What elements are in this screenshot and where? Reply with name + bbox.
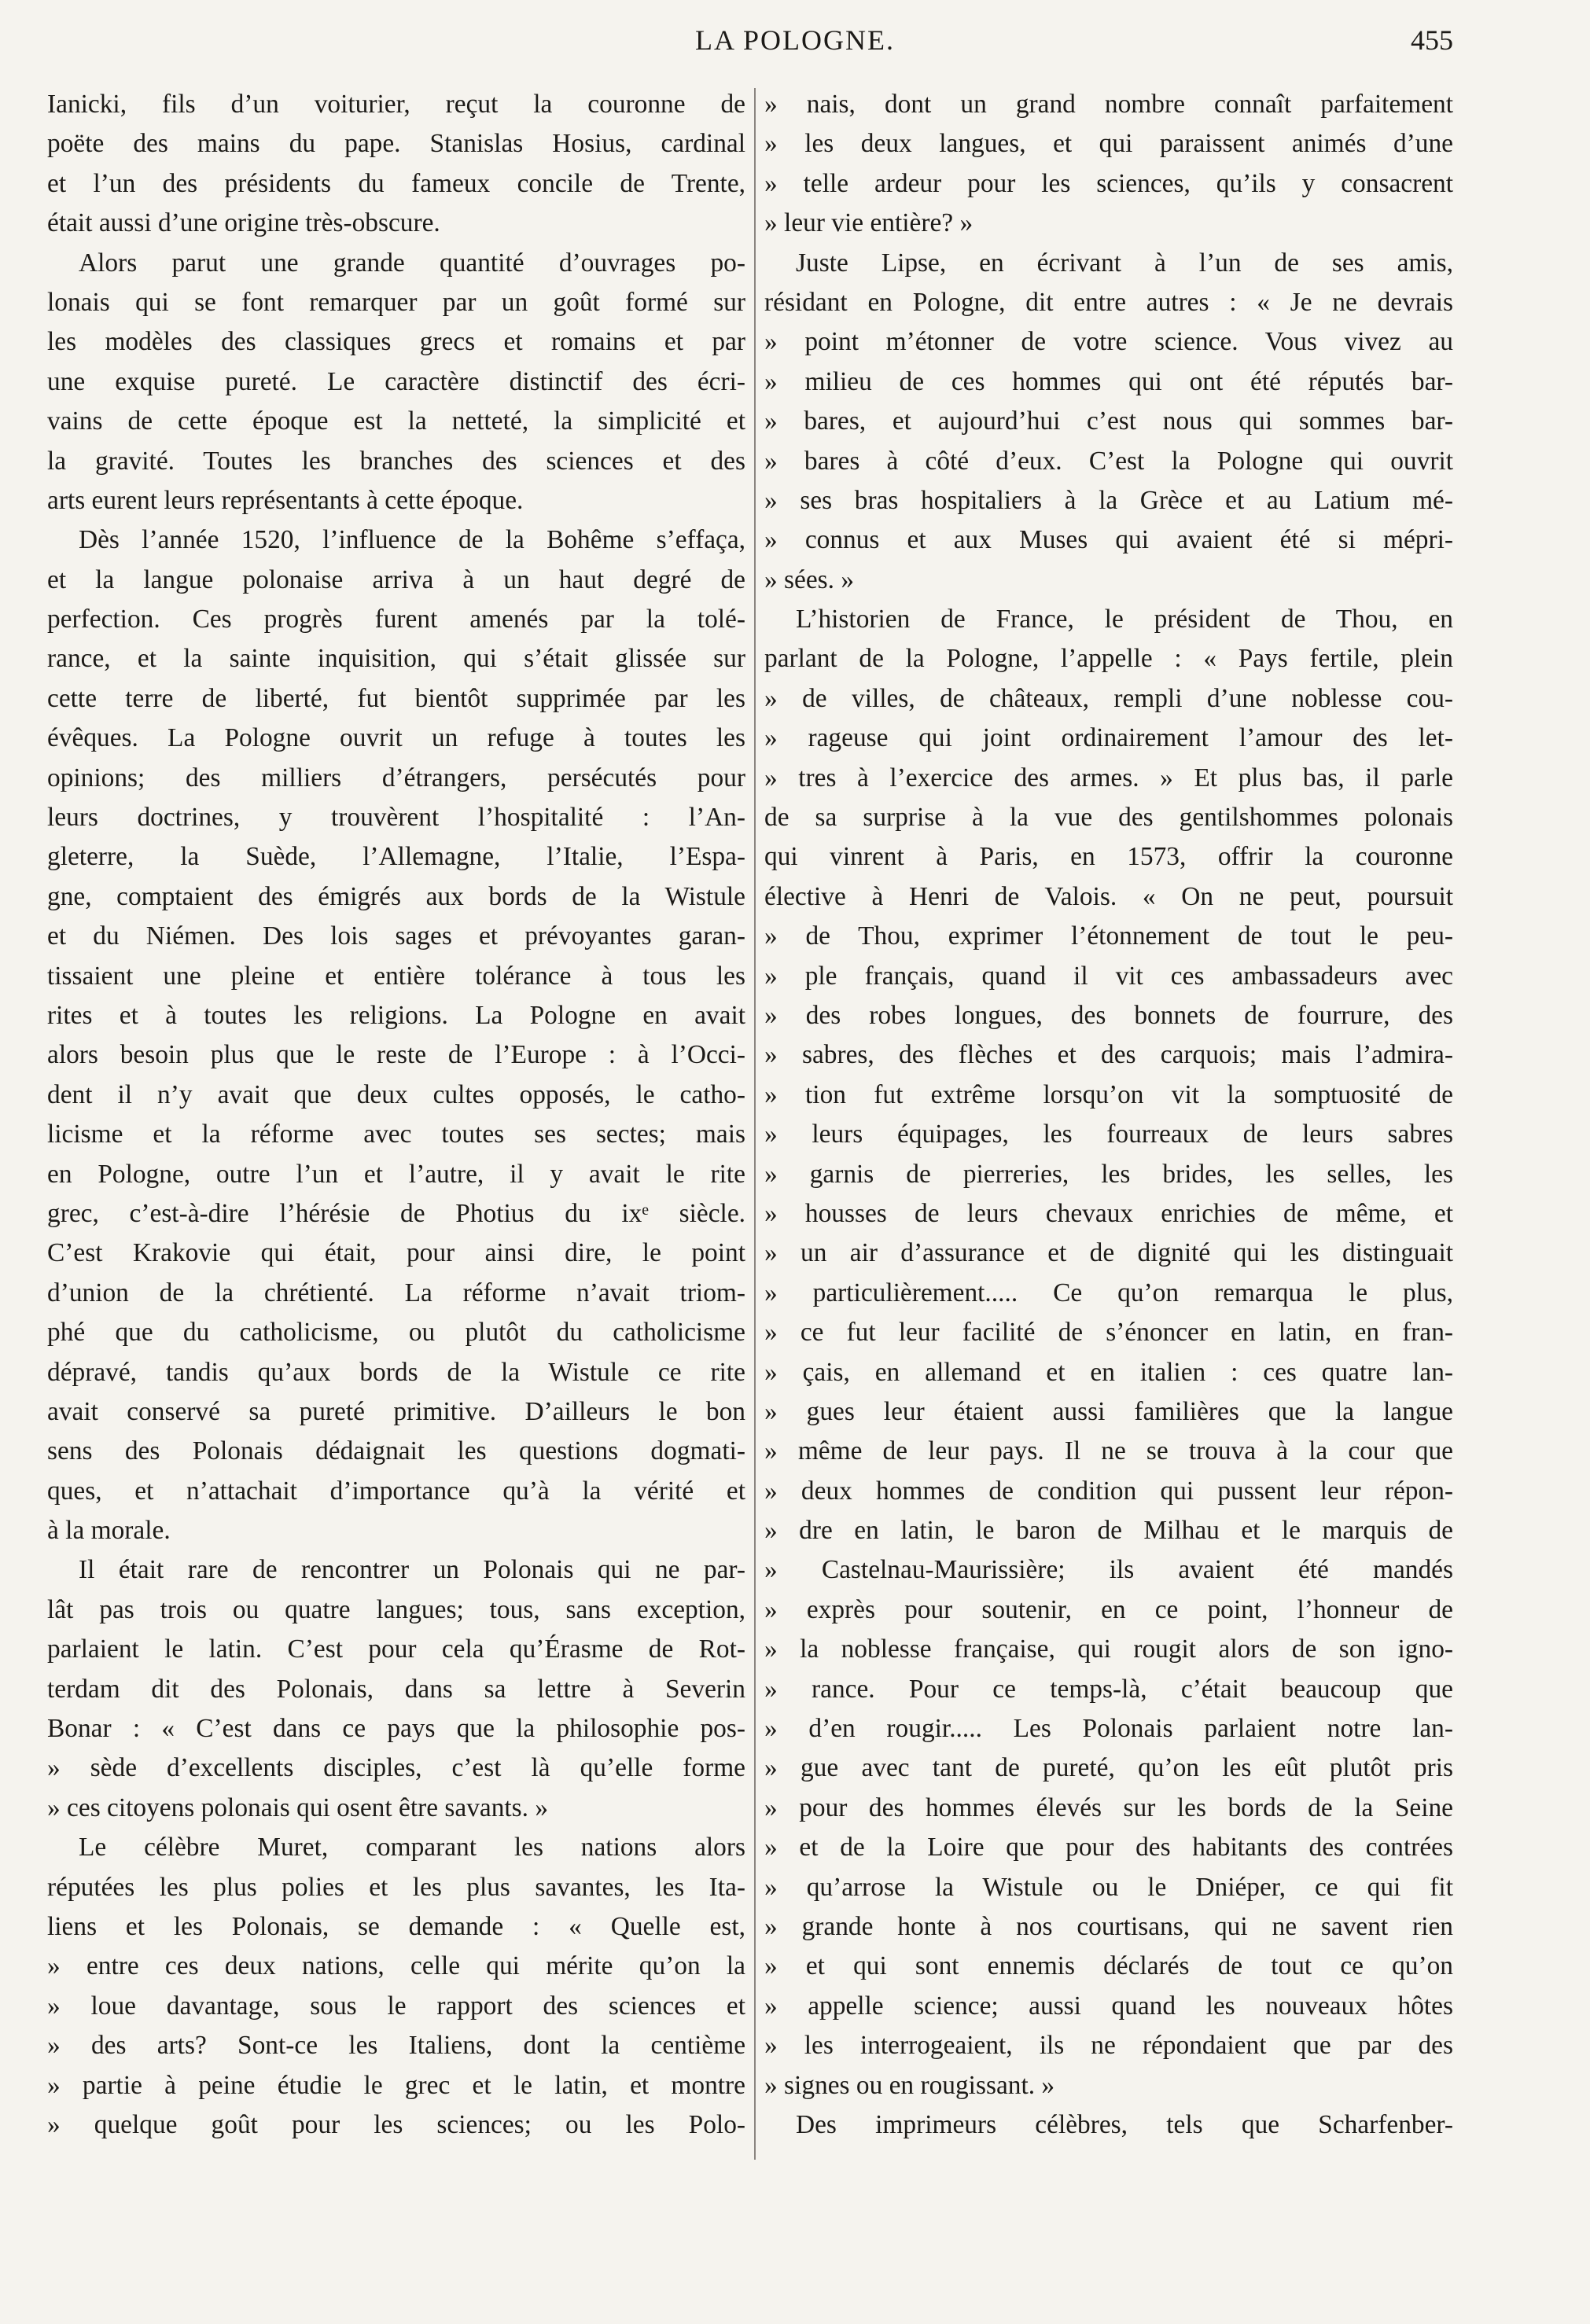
text-line: Bonar : « C’est dans ce pays que la philosophie pos- <box>47 1714 745 1744</box>
text-line: » même de leur pays. Il ne se trouva à la cour que <box>764 1432 1453 1471</box>
text-line: » grande honte à nos courtisans, qui ne savent rien <box>764 1907 1453 1947</box>
text-line: licisme et la réforme avec toutes ses sectes; mais <box>47 1120 745 1149</box>
text-line: liens et les Polonais, se demande : « Quelle est, <box>47 1911 745 1941</box>
text-line: » entre ces deux nations, celle qui mérite qu’on la <box>47 1947 745 1986</box>
text-line: » Castelnau-Maurissière; ils avaient été mandés <box>764 1550 1453 1590</box>
text-line: » deux hommes de condition qui pussent leur répon- <box>764 1472 1453 1511</box>
text-line: qui vinrent à Paris, en 1573, offrir la couronne <box>764 842 1453 872</box>
text-line: tissaient une pleine et entière tolérance à tous les <box>47 961 745 991</box>
text-line: » particulièrement..... Ce qu’on remarqua le plus, <box>764 1274 1453 1313</box>
column-divider <box>754 88 756 2160</box>
text-line: poëte des mains du pape. Stanislas Hosius, cardinal <box>47 129 745 159</box>
text-line: dent il n’y avait que deux cultes opposés, le catho- <box>47 1079 745 1109</box>
text-line: » partie à peine étudie le grec et le latin, et montre <box>47 2066 745 2105</box>
text-line: leurs doctrines, y trouvèrent l’hospitalité : l’An- <box>47 803 745 833</box>
text-line: » tion fut extrême lorsqu’on vit la somptuosité de <box>764 1076 1453 1115</box>
text-line: vains de cette époque est la netteté, la simplicité et <box>47 406 745 436</box>
text-line: Le célèbre Muret, comparant les nations alors <box>79 1833 745 1863</box>
text-line: opinions; des milliers d’étrangers, persécutés pour <box>47 763 745 792</box>
text-line: » ses bras hospitaliers à la Grèce et au Latium mé- <box>764 481 1453 520</box>
text-line: » connus et aux Muses qui avaient été si mépri- <box>764 520 1453 560</box>
running-head <box>0 24 1590 63</box>
text-line: » tres à l’exercice des armes. » Et plus bas, il parle <box>764 759 1453 798</box>
text-line: » bares à côté d’eux. C’est la Pologne qui ouvrit <box>764 442 1453 481</box>
text-line: cette terre de liberté, fut bientôt supprimée par les <box>47 683 745 713</box>
text-line: de sa surprise à la vue des gentilshommes polonais <box>764 803 1453 833</box>
text-line: Dès l’année 1520, l’influence de la Bohême s’effaça, <box>79 525 745 555</box>
text-line: » gues leur étaient aussi familières que la langue <box>764 1392 1453 1432</box>
text-line: » çais, en allemand et en italien : ces quatre lan- <box>764 1353 1453 1392</box>
text-line: » les deux langues, et qui paraissent animés d’une <box>764 124 1453 164</box>
text-line: » leur vie entière? » <box>764 204 1453 243</box>
text-line: » rageuse qui joint ordinairement l’amour des let- <box>764 719 1453 758</box>
text-line: en Pologne, outre l’un et l’autre, il y avait le rite <box>47 1159 745 1189</box>
text-line: » dre en latin, le baron de Milhau et le marquis de <box>764 1511 1453 1550</box>
text-line: » d’en rougir..... Les Polonais parlaient notre lan- <box>764 1709 1453 1749</box>
text-line: à la morale. <box>47 1516 171 1546</box>
text-line: gne, comptaient des émigrés aux bords de la Wistule <box>47 881 745 911</box>
text-line: » signes ou en rougissant. » <box>764 2066 1453 2105</box>
text-line: la gravité. Toutes les branches des sciences et des <box>47 446 745 476</box>
text-line: ques, et n’attachait d’importance qu’à la vérité et <box>47 1476 745 1506</box>
text-line: Juste Lipse, en écrivant à l’un de ses amis, <box>796 248 1453 278</box>
left-text-column <box>47 85 745 2145</box>
text-line: alors besoin plus que le reste de l’Europe : à l’Occi- <box>47 1040 745 1070</box>
text-line: une exquise pureté. Le caractère distinctif des écri- <box>47 366 745 396</box>
text-line: L’historien de France, le président de Thou, en <box>796 605 1453 634</box>
text-line: » ce fut leur facilité de s’énoncer en latin, en fran- <box>764 1313 1453 1352</box>
text-line: » quelque goût pour les sciences; ou les Polo- <box>47 2105 745 2145</box>
running-title: LA POLOGNE. <box>695 24 895 56</box>
text-line: » loue davantage, sous le rapport des sciences et <box>47 1987 745 2026</box>
text-line: » de Thou, exprimer l’étonnement de tout le peu- <box>764 917 1453 956</box>
text-line: phé que du catholicisme, ou plutôt du catholicisme <box>47 1318 745 1348</box>
text-line: réputées les plus polies et les plus savantes, les Ita- <box>47 1872 745 1902</box>
text-line: gleterre, la Suède, l’Allemagne, l’Italie, l’Espa- <box>47 842 745 872</box>
text-line: et du Niémen. Des lois sages et prévoyantes garan- <box>47 921 745 951</box>
text-line: rance, et la sainte inquisition, qui s’était glissée sur <box>47 644 745 674</box>
right-text-column <box>764 85 1453 2145</box>
text-line: perfection. Ces progrès furent amenés par la tolé- <box>47 605 745 634</box>
text-line: » milieu de ces hommes qui ont été réputés bar- <box>764 362 1453 402</box>
text-line: sens des Polonais dédaignait les questions dogmati- <box>47 1436 745 1466</box>
text-line: d’union de la chrétienté. La réforme n’avait triom- <box>47 1278 745 1307</box>
text-line: avait conservé sa pureté primitive. D’ailleurs le bon <box>47 1396 745 1426</box>
text-line: Ianicki, fils d’un voiturier, reçut la couronne de <box>47 90 745 119</box>
text-line: » sabres, des flèches et des carquois; mais l’admira- <box>764 1035 1453 1075</box>
text-line: » garnis de pierreries, les brides, les selles, les <box>764 1155 1453 1194</box>
text-line: » leurs équipages, les fourreaux de leurs sabres <box>764 1115 1453 1154</box>
text-line: C’est Krakovie qui était, pour ainsi dire, le point <box>47 1238 745 1268</box>
text-line: Il était rare de rencontrer un Polonais qui ne par- <box>79 1555 745 1585</box>
text-line: arts eurent leurs représentants à cette époque. <box>47 485 524 515</box>
text-line: » et de la Loire que pour des habitants des contrées <box>764 1828 1453 1867</box>
text-line: » housses de leurs chevaux enrichies de même, et <box>764 1194 1453 1234</box>
text-line: évêques. La Pologne ouvrit un refuge à toutes les <box>47 723 745 753</box>
text-line: Des imprimeurs célèbres, tels que Scharfenber- <box>796 2109 1453 2139</box>
text-line: » qu’arrose la Wistule ou le Dniéper, ce qui fit <box>764 1868 1453 1907</box>
text-line: » ple français, quand il vit ces ambassadeurs avec <box>764 957 1453 996</box>
text-line: » rance. Pour ce temps-là, c’était beaucoup que <box>764 1670 1453 1709</box>
text-line: lât pas trois ou quatre langues; tous, sans exception, <box>47 1594 745 1624</box>
page-number: 455 <box>1411 24 1453 56</box>
text-line: » ces citoyens polonais qui osent être savants. » <box>47 1789 745 1828</box>
text-line: parlant de la Pologne, l’appelle : « Pays fertile, plein <box>764 644 1453 674</box>
text-line: dépravé, tandis qu’aux bords de la Wistule ce rite <box>47 1357 745 1387</box>
text-line: » de villes, de châteaux, rempli d’une noblesse cou- <box>764 679 1453 719</box>
text-line: » les interrogeaient, ils ne répondaient que par des <box>764 2026 1453 2065</box>
text-line: » nais, dont un grand nombre connaît parfaitement <box>764 85 1453 124</box>
text-line: » bares, et aujourd’hui c’est nous qui sommes bar- <box>764 402 1453 441</box>
text-line: » la noblesse française, qui rougit alors de son igno- <box>764 1630 1453 1669</box>
text-line: » sède d’excellents disciples, c’est là qu’elle forme <box>47 1749 745 1788</box>
text-line: » pour des hommes élevés sur les bords de la Seine <box>764 1789 1453 1828</box>
text-line: » sées. » <box>764 561 1453 600</box>
text-line: grec, c’est-à-dire l’hérésie de Photius du ixᵉ siècle. <box>47 1198 745 1228</box>
text-line: » appelle science; aussi quand les nouveaux hôtes <box>764 1987 1453 2026</box>
text-line: terdam dit des Polonais, dans sa lettre à Severin <box>47 1674 745 1704</box>
text-line: était aussi d’une origine très-obscure. <box>47 208 440 238</box>
text-line: » point m’étonner de votre science. Vous vivez au <box>764 322 1453 362</box>
text-line: parlaient le latin. C’est pour cela qu’Érasme de Rot- <box>47 1635 745 1664</box>
text-line: » gue avec tant de pureté, qu’on les eût plutôt pris <box>764 1749 1453 1788</box>
text-line: » telle ardeur pour les sciences, qu’ils y consacrent <box>764 164 1453 204</box>
text-line: » des robes longues, des bonnets de fourrure, des <box>764 996 1453 1035</box>
text-line: Alors parut une grande quantité d’ouvrages po- <box>79 248 745 278</box>
text-line: rites et à toutes les religions. La Pologne en avait <box>47 1000 745 1030</box>
text-line: » et qui sont ennemis déclarés de tout ce qu’on <box>764 1947 1453 1986</box>
text-line: » un air d’assurance et de dignité qui les distinguait <box>764 1234 1453 1273</box>
text-line: lonais qui se font remarquer par un goût formé sur <box>47 287 745 317</box>
text-line: élective à Henri de Valois. « On ne peut, poursuit <box>764 881 1453 911</box>
text-line: » exprès pour soutenir, en ce point, l’honneur de <box>764 1590 1453 1630</box>
text-line: et la langue polonaise arriva à un haut degré de <box>47 564 745 594</box>
text-line: et l’un des présidents du fameux concile de Trente, <box>47 168 745 198</box>
text-line: les modèles des classiques grecs et romains et par <box>47 327 745 357</box>
text-line: » des arts? Sont-ce les Italiens, dont la centième <box>47 2026 745 2065</box>
text-line: résidant en Pologne, dit entre autres : « Je ne devrais <box>764 287 1453 317</box>
